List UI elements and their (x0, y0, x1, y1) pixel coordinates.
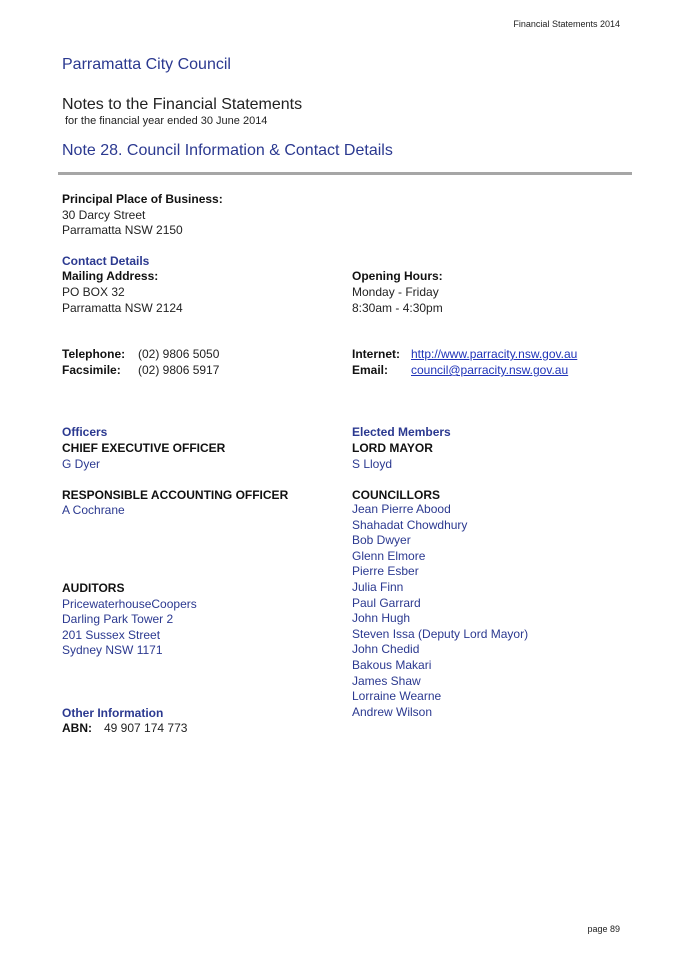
opening-hours-times: 8:30am - 4:30pm (352, 301, 443, 315)
notes-title: Notes to the Financial Statements (62, 96, 303, 113)
councillor-name: John Chedid (352, 642, 420, 657)
councillor-name: Pierre Esber (352, 564, 419, 579)
officers-heading: Officers (62, 425, 108, 439)
rao-name: A Cochrane (62, 503, 125, 517)
principal-label: Principal Place of Business: (62, 192, 223, 206)
councillor-name: Julia Finn (352, 579, 404, 594)
contact-details-heading: Contact Details (62, 254, 150, 268)
lord-mayor-name: S Lloyd (352, 457, 393, 471)
mailing-address-label: Mailing Address: (62, 269, 159, 283)
email-label: Email: (352, 363, 389, 377)
councillor-name: Paul Garrard (352, 595, 421, 610)
auditor-line: Sydney NSW 1171 (62, 643, 163, 657)
abn-label: ABN: (62, 721, 92, 735)
councillor-name: Bob Dwyer (352, 533, 411, 548)
page-number: page 89 (587, 924, 620, 934)
telephone-value: (02) 9806 5050 (138, 347, 220, 361)
mailing-line1: PO BOX 32 (62, 285, 125, 299)
rao-label: RESPONSIBLE ACCOUNTING OFFICER (62, 488, 289, 502)
principal-line1: 30 Darcy Street (62, 208, 146, 222)
councillor-name: John Hugh (352, 611, 411, 626)
internet-label: Internet: (352, 347, 400, 361)
opening-hours-label: Opening Hours: (352, 269, 443, 283)
lord-mayor-label: LORD MAYOR (352, 441, 433, 455)
telephone-label: Telephone: (62, 347, 126, 361)
auditor-line: PricewaterhouseCoopers (62, 597, 197, 611)
councillor-name: Lorraine Wearne (352, 689, 442, 704)
councillor-name: Shahadat Chowdhury (352, 517, 468, 532)
website-link[interactable]: http://www.parracity.nsw.gov.au (411, 347, 578, 361)
councillor-name: Andrew Wilson (352, 704, 433, 719)
auditor-line: 201 Sussex Street (62, 628, 161, 642)
councillor-name: Jean Pierre Abood (352, 502, 451, 516)
councillor-name: Bakous Makari (352, 657, 432, 672)
auditors-label: AUDITORS (62, 581, 125, 595)
document-label: Financial Statements 2014 (513, 19, 620, 29)
header-divider (58, 172, 632, 175)
councillors-list (352, 502, 528, 720)
abn-value: 49 907 174 773 (104, 721, 188, 735)
ceo-label: CHIEF EXECUTIVE OFFICER (62, 441, 226, 455)
ceo-name: G Dyer (62, 457, 101, 471)
facsimile-value: (02) 9806 5917 (138, 363, 220, 377)
organisation-name: Parramatta City Council (62, 56, 231, 73)
councillor-name: James Shaw (352, 673, 421, 688)
mailing-line2: Parramatta NSW 2124 (62, 301, 183, 315)
facsimile-label: Facsimile: (62, 363, 121, 377)
opening-hours-days: Monday - Friday (352, 285, 439, 299)
auditor-line: Darling Park Tower 2 (62, 612, 174, 626)
note-title: Note 28. Council Information & Contact Details (62, 142, 393, 159)
councillors-label: COUNCILLORS (352, 488, 440, 502)
other-info-heading: Other Information (62, 706, 164, 720)
notes-subtitle: for the financial year ended 30 June 2014 (65, 115, 268, 127)
elected-members-heading: Elected Members (352, 425, 451, 439)
principal-line2: Parramatta NSW 2150 (62, 223, 183, 237)
councillor-name: Steven Issa (Deputy Lord Mayor) (352, 626, 529, 641)
email-link[interactable]: council@parracity.nsw.gov.au (411, 363, 569, 377)
councillor-name: Glenn Elmore (352, 548, 426, 563)
